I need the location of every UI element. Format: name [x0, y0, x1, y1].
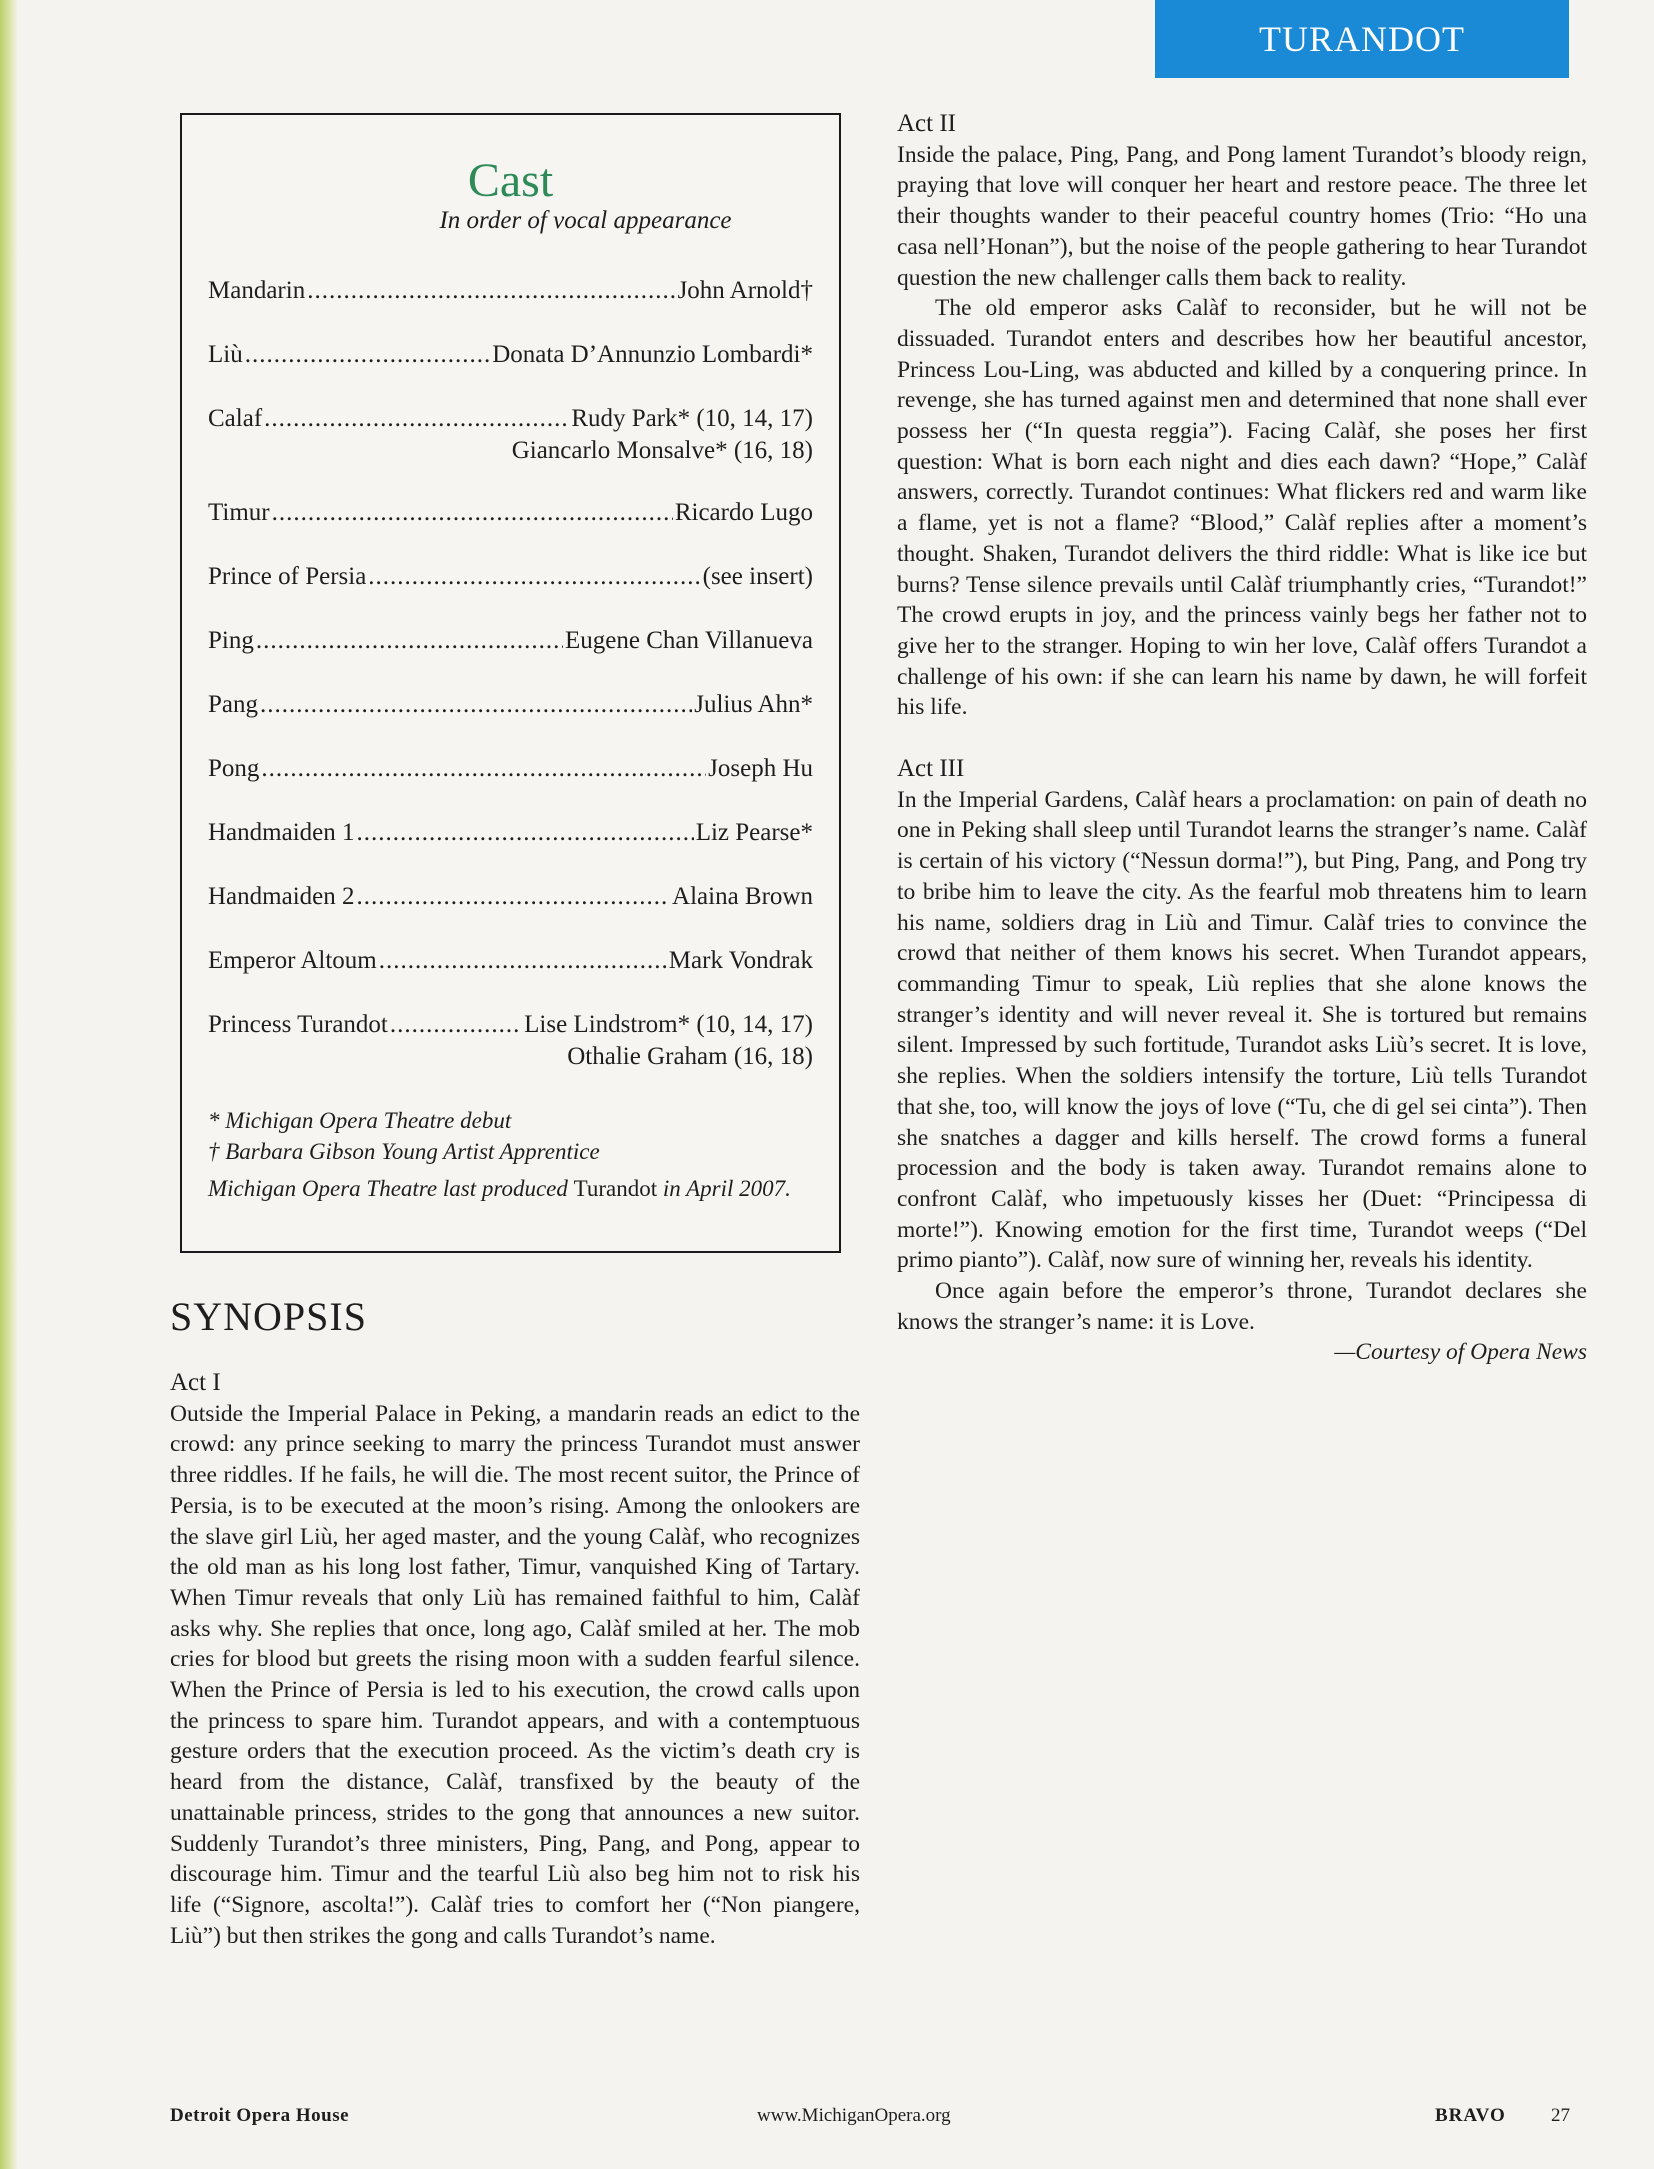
leader-dots — [272, 499, 673, 527]
cast-subtitle: In order of vocal appearance — [439, 207, 732, 234]
act2-paragraph-1: Inside the palace, Ping, Pang, and Pong lament Turandot’s bloody reign, praying that love will conquer her heart and restore peace. The three let their thoughts wander to their peaceful country homes (Trio: “Ho una casa nell’Honan”), but the noise of the people gathering to hear Turandot question the new challenger calls them back to reality. — [897, 141, 1587, 291]
cast-row — [208, 563, 813, 595]
section-tab — [1155, 0, 1569, 78]
footer-url: www.MichiganOpera.org — [757, 2105, 951, 2126]
cast-box — [180, 113, 841, 1253]
section-title: TURANDOT — [1259, 19, 1465, 59]
cast-singer: Rudy Park* (10, 14, 17) — [571, 405, 813, 432]
credit-line: —Courtesy of Opera News — [1334, 1339, 1587, 1366]
cast-row — [208, 1011, 813, 1043]
cast-singer: Donata D’Annunzio Lombardi* — [492, 341, 813, 368]
synopsis-heading: SYNOPSIS — [170, 1294, 367, 1339]
cast-row — [208, 499, 813, 531]
cast-role: Ping — [208, 627, 254, 654]
cast-singer-alternate: Giancarlo Monsalve* (16, 18) — [511, 437, 813, 464]
act3-paragraph-1: In the Imperial Gardens, Calàf hears a proclamation: on pain of death no one in Peking shall sleep until Turandot learns the stranger’s name. Calàf is certain of his victory (“Nessun dorma!”), but Ping, Pang, and Pong try to bribe him to leave the city. As the fearful mob threatens him to learn his name, soldiers drag in Liù and Timur. Calàf tries to convince the crowd that neither of them knows his secret. When Turandot appears, commanding Timur to speak, Liù replies that she alone knows the stranger’s identity and will never reveal it. She is tortured but remains silent. Impressed by such fortitude, Turandot asks Liù’s secret. It is love, she replies. When the soldiers intensify the torture, Liù tells Turandot that she, too, will know the joys of love (“Tu, che di gel sei cinta”). Then she snatches a dagger and kills herself. The crowd forms a funeral procession and the body is taken away. Turandot remains alone to confront Calàf, who impetuously kisses her (Duet: “Principessa di morte!”). Knowing emotion for the first time, Turandot weeps (“Del primo pianto”). Calàf, now sure of winning her, reveals his identity. — [897, 786, 1587, 1274]
leader-dots — [368, 563, 700, 591]
footnote-apprentice: † Barbara Gibson Young Artist Apprentice — [208, 1139, 600, 1164]
cast-row-alternate — [208, 1043, 813, 1075]
cast-role: Liù — [208, 341, 243, 368]
act3-paragraph-2: Once again before the emperor’s throne, Turandot declares she knows the stranger’s name: it is Love. — [897, 1278, 1587, 1335]
leader-dots — [356, 883, 670, 911]
cast-row — [208, 627, 813, 659]
act3-heading: Act III — [897, 755, 965, 783]
cast-role: Emperor Altoum — [208, 947, 377, 974]
cast-row — [208, 277, 813, 309]
cast-row-alternate — [208, 437, 813, 469]
cast-singer: Lise Lindstrom* (10, 14, 17) — [524, 1011, 813, 1038]
cast-role: Pang — [208, 691, 258, 718]
cast-singer: Mark Vondrak — [668, 947, 813, 974]
synopsis-left-column — [170, 1368, 860, 1951]
cast-row — [208, 883, 813, 915]
cast-role: Handmaiden 2 — [208, 883, 355, 910]
act2-heading: Act II — [897, 110, 956, 137]
cast-singer-alternate: Othalie Graham (16, 18) — [567, 1043, 813, 1070]
leader-dots — [261, 755, 706, 783]
act2-paragraph-2: The old emperor asks Calàf to reconsider, but he will not be dissuaded. Turandot enters and describes how her beautiful ancestor, Princess Lou-Ling, was abducted and killed by a conquering prince. In revenge, she has turned against men and determined that none shall ever possess her (“In questa reggia”). Facing Calàf, she poses her first question: What is born each night and dies each dawn? “Hope,” Calàf answers, correctly. Turandot continues: What flickers red and warm like a flame, yet is not a flame? “Blood,” Calàf replies after a moment’s thought. Shaken, Turandot delivers the third riddle: What is like ice but burns? Tense silence prevails until Calàf triumphantly cries, “Turandot!” The crowd erupts in joy, and the princess vainly begs her father not to give her to the stranger. Hoping to win her love, Calàf offers Turandot a challenge of his own: if she can learn his name by dawn, he will forfeit his life. — [897, 295, 1587, 721]
leader-dots — [379, 947, 667, 975]
cast-title: Cast — [467, 154, 554, 207]
footer-magazine: BRAVO — [1435, 2105, 1506, 2126]
cast-singer: Joseph Hu — [708, 755, 813, 782]
leader-dots — [245, 341, 491, 369]
cast-role: Pong — [208, 755, 260, 782]
footer-venue: Detroit Opera House — [170, 2105, 350, 2126]
leader-dots — [264, 405, 569, 433]
footnote-debut: * Michigan Opera Theatre debut — [208, 1108, 512, 1133]
act1-text: Outside the Imperial Palace in Peking, a mandarin reads an edict to the crowd: any prince seeking to marry the princess Turandot must answer three riddles. If he fails, he will die. The most recent suitor, the Prince of Persia, is to be executed at the moon’s rising. Among the onlookers are the slave girl Liù, her aged master, and the young Calàf, who recognizes the old man as his long lost father, Timur, vanquished King of Tartary. When Timur reveals that only Liù has remained faithful to him, Calàf asks why. She replies that once, long ago, Calàf smiled at her. The mob cries for blood but greets the rising moon with a sudden fearful silence. When the Prince of Persia is led to his execution, the crowd calls upon the princess to spare him. Turandot appears, and with a contemptuous gesture orders that the execution proceed. As the victim’s death cry is heard from the distance, Calàf, transfixed by the beauty of the unattainable princess, strides to the gong that announces a new suitor. Suddenly Turandot’s three ministers, Ping, Pang, and Pong, appear to discourage him. Timur and the tearful Liù also beg him not to risk his life (“Signore, ascolta!”). Calàf tries to comfort her (“Non piangere, Liù”) but then strikes the gong and calls Turandot’s name. — [170, 1400, 860, 1949]
footnote-last-produced: Michigan Opera Theatre last produced Turandot in April 2007. — [208, 1176, 791, 1201]
cast-row — [208, 755, 813, 787]
leader-dots — [356, 819, 693, 847]
leader-dots — [256, 627, 563, 655]
cast-singer: Ricardo Lugo — [674, 499, 813, 526]
cast-singer: (see insert) — [702, 563, 813, 590]
cast-role: Prince of Persia — [208, 563, 367, 590]
cast-role: Timur — [208, 499, 270, 526]
leader-dots — [307, 277, 675, 305]
cast-row — [208, 947, 813, 979]
binding-edge — [0, 0, 18, 2169]
leader-dots — [260, 691, 692, 719]
synopsis-right-column — [897, 109, 1587, 1368]
cast-row — [208, 405, 813, 437]
cast-list — [208, 277, 813, 1075]
leader-dots — [390, 1011, 522, 1039]
cast-role: Princess Turandot — [208, 1011, 388, 1038]
cast-singer: Julius Ahn* — [694, 691, 813, 718]
cast-role: Mandarin — [208, 277, 306, 304]
page-number: 27 — [1551, 2105, 1570, 2126]
cast-row — [208, 691, 813, 723]
cast-row — [208, 819, 813, 851]
cast-row — [208, 341, 813, 373]
cast-footnotes — [208, 1105, 813, 1204]
cast-role: Handmaiden 1 — [208, 819, 355, 846]
cast-role: Calaf — [208, 405, 263, 432]
cast-singer: Eugene Chan Villanueva — [565, 627, 813, 654]
cast-singer: Liz Pearse* — [695, 819, 813, 846]
cast-singer: John Arnold† — [677, 277, 813, 304]
cast-singer: Alaina Brown — [672, 883, 813, 910]
act1-heading: Act I — [170, 1369, 221, 1396]
